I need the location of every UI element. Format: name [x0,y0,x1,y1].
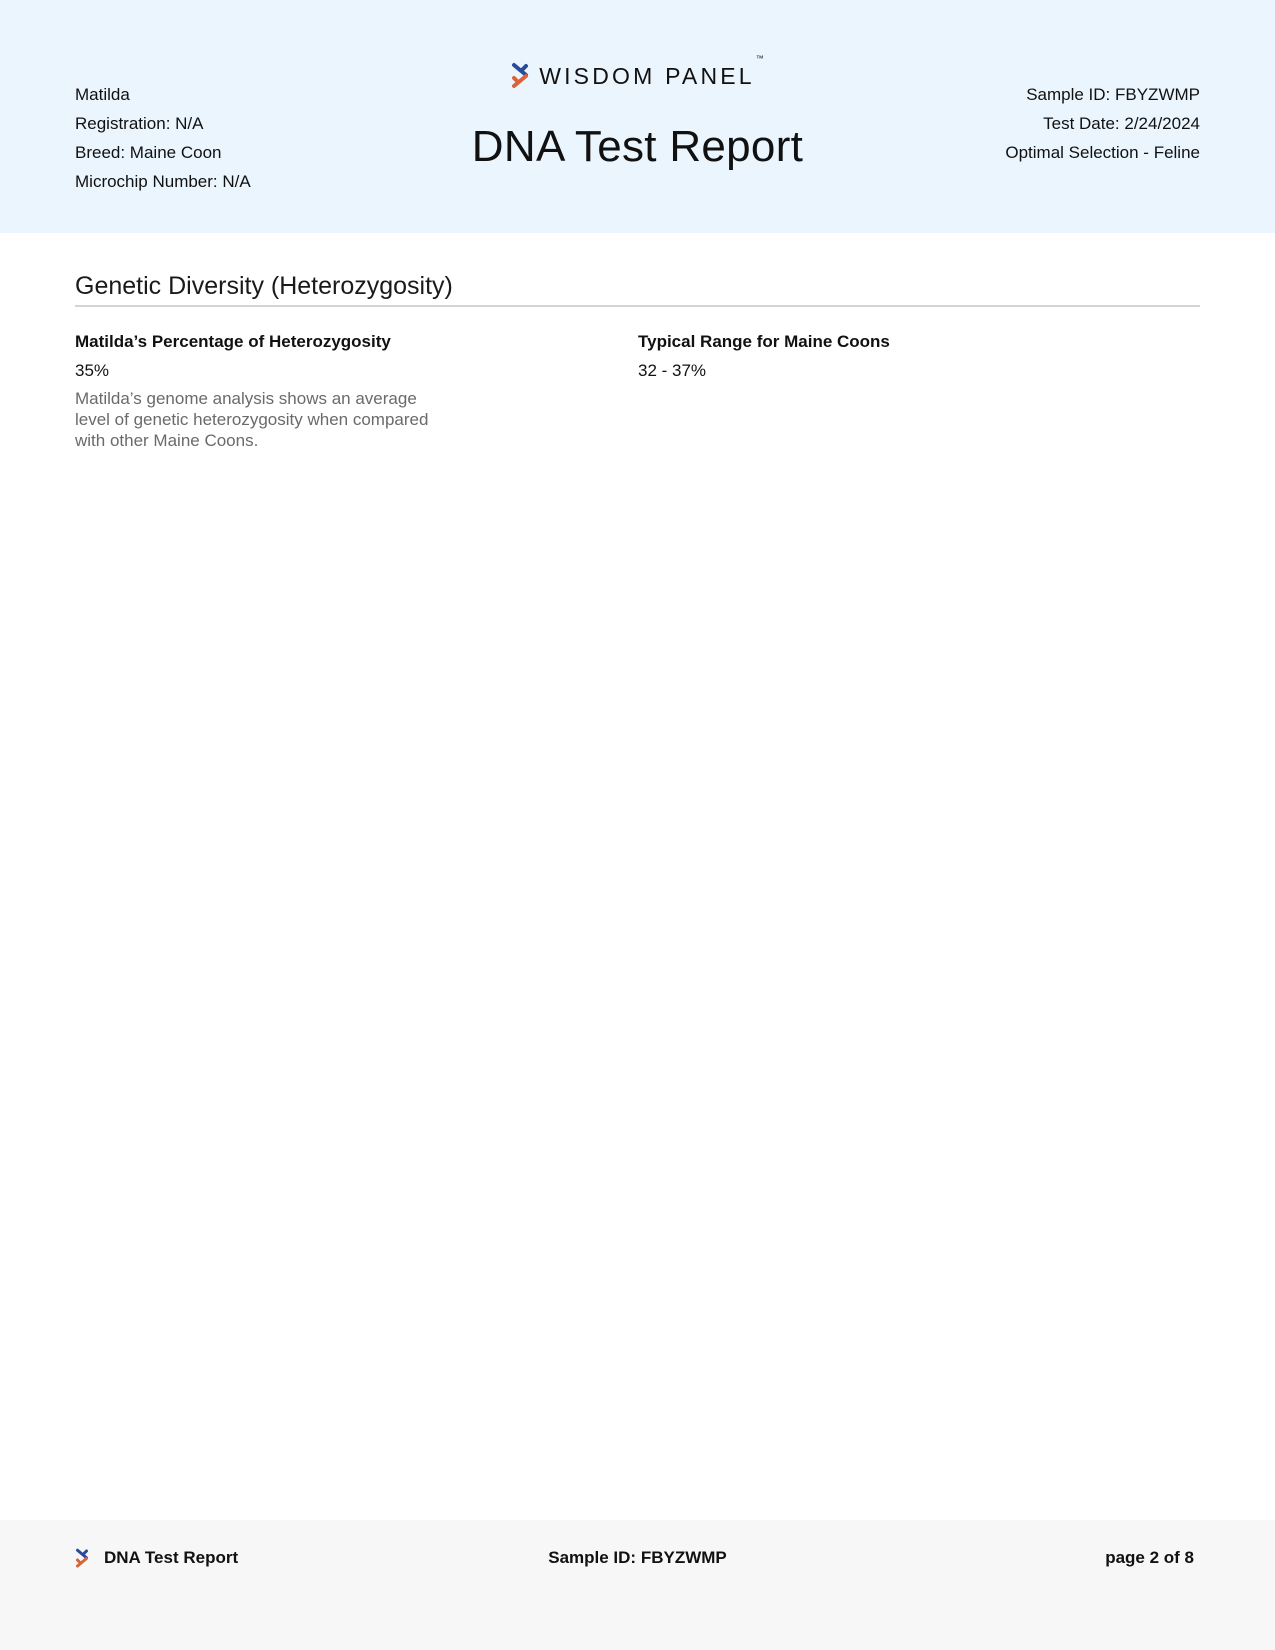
test-date: Test Date: 2/24/2024 [1043,114,1200,133]
footer-sample-id [0,1546,1275,1570]
result-value: 35% [75,361,110,380]
report-header [0,0,1275,233]
page-title: DNA Test Report [471,122,804,171]
section-divider [75,305,1200,307]
sample-info [1005,80,1200,167]
result-label: Matilda’s Percentage of Heterozygosity [75,332,391,351]
page-number [1105,1546,1194,1570]
range-value: 32 - 37% [638,361,707,380]
page-number-text: page 2 of 8 [1105,1548,1194,1567]
footer-sample-id-text: Sample ID: FBYZWMP [548,1548,727,1567]
registration: Registration: N/A [75,114,204,133]
heterozygosity-result [75,330,435,451]
sample-id: Sample ID: FBYZWMP [1026,85,1200,104]
microchip-number: Microchip Number: N/A [75,172,251,191]
wisdom-panel-logo-icon [511,62,529,90]
range-label: Typical Range for Maine Coons [638,332,890,351]
result-description: Matilda’s genome analysis shows an average level of genetic heterozygosity when compared with other Maine Coons. [75,389,429,450]
section-heading: Genetic Diversity (Heterozygosity) [75,272,453,300]
report-footer [0,1520,1275,1650]
footer-title: DNA Test Report [104,1548,239,1567]
pet-name: Matilda [75,85,130,104]
typical-range [638,330,1158,383]
breed: Breed: Maine Coon [75,143,222,162]
brand-name: WISDOM PANEL™ [539,53,764,89]
product-name: Optimal Selection - Feline [1005,143,1200,162]
